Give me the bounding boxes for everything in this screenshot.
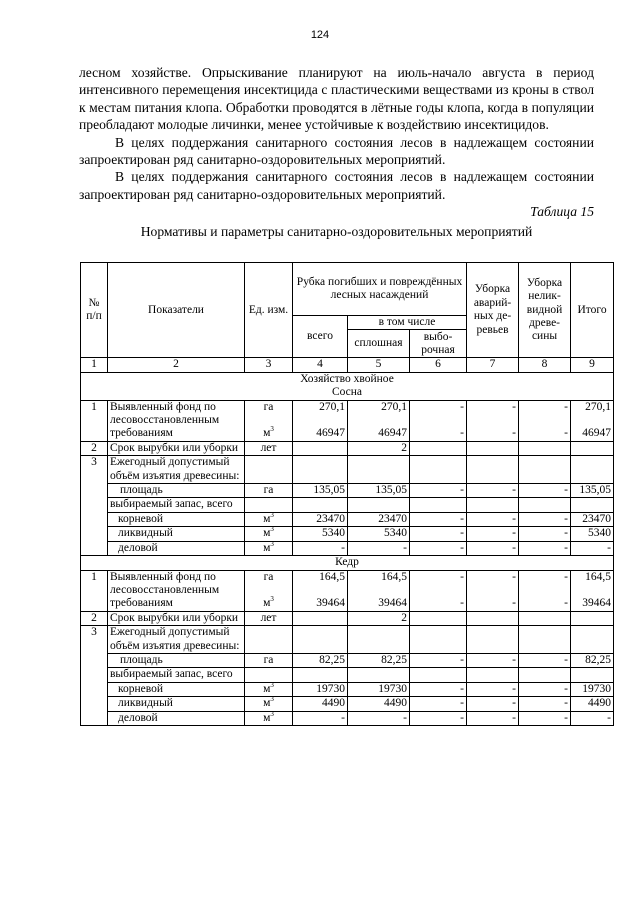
value-cell: - — [519, 512, 571, 526]
value-cell: 82,25 — [348, 653, 410, 667]
value-cell: 2 — [348, 611, 410, 625]
unit-cell: $м^3$ — [245, 697, 293, 711]
unit-cell: $м^3$ — [245, 584, 293, 611]
unit-cell: $м^3$ — [245, 527, 293, 541]
table-row — [81, 611, 614, 625]
value-cell: 46947 — [293, 414, 348, 441]
page-number: 124 — [310, 29, 330, 41]
unit-cell: $м^3$ — [245, 414, 293, 441]
value-cell: 39464 — [348, 584, 410, 611]
header-total-all: всего — [293, 316, 348, 358]
value-cell: - — [467, 512, 519, 526]
value-cell: - — [410, 512, 467, 526]
value-cell — [519, 611, 571, 625]
sanitary-measures-table — [80, 262, 614, 726]
row-number: 3 — [81, 626, 108, 726]
value-cell: 135,05 — [293, 484, 348, 498]
value-cell: - — [519, 697, 571, 711]
row-label: площадь — [108, 484, 245, 498]
value-cell: 164,5 — [293, 570, 348, 584]
value-cell: - — [519, 653, 571, 667]
value-cell: - — [519, 711, 571, 725]
value-cell: - — [410, 653, 467, 667]
table-row — [81, 711, 614, 725]
value-cell: - — [571, 711, 614, 725]
col-number: 3 — [245, 358, 293, 372]
unit-cell: га — [245, 653, 293, 667]
col-number: 9 — [571, 358, 614, 372]
value-cell: 4490 — [348, 697, 410, 711]
value-cell: - — [519, 541, 571, 555]
header-selective: выбо-рочная — [410, 330, 467, 358]
table-row — [81, 484, 614, 498]
header-felling: Рубка погибших и повреждённых лесных насаждений — [293, 263, 467, 316]
table-row — [81, 570, 614, 584]
header-solid: сплошная — [348, 330, 410, 358]
value-cell: - — [467, 414, 519, 441]
value-cell: 5340 — [571, 527, 614, 541]
value-cell: 135,05 — [348, 484, 410, 498]
value-cell: 82,25 — [293, 653, 348, 667]
value-cell — [571, 441, 614, 455]
row-number: 1 — [81, 400, 108, 441]
row-label: ликвидный — [108, 697, 245, 711]
value-cell: - — [519, 400, 571, 414]
value-cell: - — [467, 682, 519, 696]
value-cell: 23470 — [348, 512, 410, 526]
row-label: ликвидный — [108, 527, 245, 541]
value-cell: 5340 — [348, 527, 410, 541]
value-cell — [293, 611, 348, 625]
value-cell — [410, 441, 467, 455]
value-cell: 270,1 — [348, 400, 410, 414]
row-label: площадь — [108, 653, 245, 667]
paragraph-2: В целях поддержания санитарного состояния лесов в надлежащем состоянии запроектирован ряд санитарно-оздоровительных мероприятий. — [79, 134, 594, 168]
unit-cell: га — [245, 400, 293, 414]
value-cell: 19730 — [348, 682, 410, 696]
value-cell: 4490 — [571, 697, 614, 711]
row-label: деловой — [108, 711, 245, 725]
value-cell — [571, 611, 614, 625]
table-row — [81, 456, 614, 484]
unit-cell: $м^3$ — [245, 682, 293, 696]
value-cell: - — [410, 414, 467, 441]
value-cell: - — [410, 697, 467, 711]
row-number: 3 — [81, 456, 108, 556]
unit-cell: га — [245, 570, 293, 584]
value-cell: 23470 — [293, 512, 348, 526]
header-num: № п/п — [81, 263, 108, 358]
value-cell: - — [467, 697, 519, 711]
value-cell: - — [519, 584, 571, 611]
species-name: Сосна — [331, 386, 363, 399]
value-cell: 5340 — [293, 527, 348, 541]
value-cell: - — [467, 570, 519, 584]
table-row — [81, 668, 614, 682]
table-row — [81, 653, 614, 667]
row-number: 1 — [81, 570, 108, 611]
table-row — [81, 682, 614, 696]
value-cell: - — [410, 570, 467, 584]
unit-cell: лет — [245, 611, 293, 625]
value-cell — [410, 611, 467, 625]
value-cell: - — [467, 400, 519, 414]
row-number: 2 — [81, 611, 108, 625]
value-cell: - — [410, 400, 467, 414]
table-row — [81, 626, 614, 654]
value-cell: - — [410, 584, 467, 611]
value-cell: - — [348, 541, 410, 555]
value-cell: 46947 — [348, 414, 410, 441]
row-label: выбираемый запас, всего — [108, 498, 245, 512]
body-text — [79, 64, 594, 240]
value-cell — [467, 441, 519, 455]
table-title: Нормативы и параметры санитарно-оздоровительных мероприятий — [140, 223, 533, 239]
value-cell: 82,25 — [571, 653, 614, 667]
value-cell: - — [410, 711, 467, 725]
value-cell: - — [519, 682, 571, 696]
value-cell: - — [519, 570, 571, 584]
paragraph-1: лесном хозяйстве. Опрыскивание планируют на июль-начало августа в период интенсивного перемещения инсектицида с пластическими веществами из кроны в ствол к местам питания клопа. Обработки проводятся в лётные годы клопа, когда в популяции преобладают молодые личинки, менее устойчивые к воздействию инсектицидов. — [79, 65, 594, 133]
value-cell: 19730 — [293, 682, 348, 696]
row-label: Выявленный фонд по лесовосстановленным требованиям — [108, 570, 245, 611]
value-cell: - — [467, 527, 519, 541]
value-cell: - — [467, 711, 519, 725]
value-cell: - — [293, 711, 348, 725]
farm-type: Хозяйство хвойное — [300, 372, 394, 385]
row-label: Ежегодный допустимый объём изъятия древесины: — [108, 456, 245, 484]
col-number: 8 — [519, 358, 571, 372]
table-label: Таблица 15 — [530, 204, 594, 220]
value-cell: 4490 — [293, 697, 348, 711]
table-row — [81, 441, 614, 455]
value-cell: - — [410, 527, 467, 541]
value-cell: 46947 — [571, 414, 614, 441]
unit-cell: лет — [245, 441, 293, 455]
value-cell: 39464 — [293, 584, 348, 611]
value-cell: - — [519, 527, 571, 541]
value-cell: - — [519, 414, 571, 441]
value-cell: 270,1 — [293, 400, 348, 414]
value-cell: - — [467, 653, 519, 667]
row-label: Срок вырубки или уборки — [108, 611, 245, 625]
value-cell: 164,5 — [348, 570, 410, 584]
col-number: 7 — [467, 358, 519, 372]
row-number: 2 — [81, 441, 108, 455]
value-cell — [467, 611, 519, 625]
row-label: деловой — [108, 541, 245, 555]
row-label: выбираемый запас, всего — [108, 668, 245, 682]
value-cell: 135,05 — [571, 484, 614, 498]
header-illiquid: Уборка нелик-видной древе-сины — [519, 263, 571, 358]
column-numbers-row — [81, 358, 614, 372]
header-incl: в том числе — [348, 316, 467, 330]
value-cell: 23470 — [571, 512, 614, 526]
unit-cell: $м^3$ — [245, 541, 293, 555]
value-cell: - — [519, 484, 571, 498]
col-number: 2 — [108, 358, 245, 372]
value-cell — [519, 441, 571, 455]
row-label: Срок вырубки или уборки — [108, 441, 245, 455]
value-cell: - — [467, 484, 519, 498]
row-label: корневой — [108, 512, 245, 526]
unit-cell: $м^3$ — [245, 512, 293, 526]
value-cell: - — [293, 541, 348, 555]
header-unit: Ед. изм. — [245, 263, 293, 358]
col-number: 1 — [81, 358, 108, 372]
unit-cell: $м^3$ — [245, 711, 293, 725]
unit-cell: га — [245, 484, 293, 498]
table-row — [81, 527, 614, 541]
col-number: 4 — [293, 358, 348, 372]
table-row — [81, 498, 614, 512]
table-row — [81, 400, 614, 414]
value-cell: - — [410, 682, 467, 696]
header-emergency: Уборка аварий-ных де-ревьев — [467, 263, 519, 358]
header-indicators: Показатели — [108, 263, 245, 358]
table-row — [81, 512, 614, 526]
value-cell: 164,5 — [571, 570, 614, 584]
value-cell: 39464 — [571, 584, 614, 611]
col-number: 6 — [410, 358, 467, 372]
value-cell: - — [410, 484, 467, 498]
row-label: Ежегодный допустимый объём изъятия древесины: — [108, 626, 245, 654]
row-label: Выявленный фонд по лесовосстановленным требованиям — [108, 400, 245, 441]
value-cell: - — [467, 541, 519, 555]
section-header — [81, 372, 614, 400]
value-cell: 270,1 — [571, 400, 614, 414]
value-cell: - — [348, 711, 410, 725]
value-cell: 19730 — [571, 682, 614, 696]
value-cell: - — [571, 541, 614, 555]
row-label: корневой — [108, 682, 245, 696]
value-cell: - — [467, 584, 519, 611]
table-row — [81, 541, 614, 555]
table-row — [81, 697, 614, 711]
species-name: Кедр — [81, 556, 614, 570]
value-cell — [293, 441, 348, 455]
header-total: Итого — [571, 263, 614, 358]
col-number: 5 — [348, 358, 410, 372]
value-cell: - — [410, 541, 467, 555]
value-cell: 2 — [348, 441, 410, 455]
paragraph-3: В целях поддержания санитарного состояния лесов в надлежащем состоянии запроектирован ряд санитарно-оздоровительных мероприятий. — [79, 169, 594, 202]
